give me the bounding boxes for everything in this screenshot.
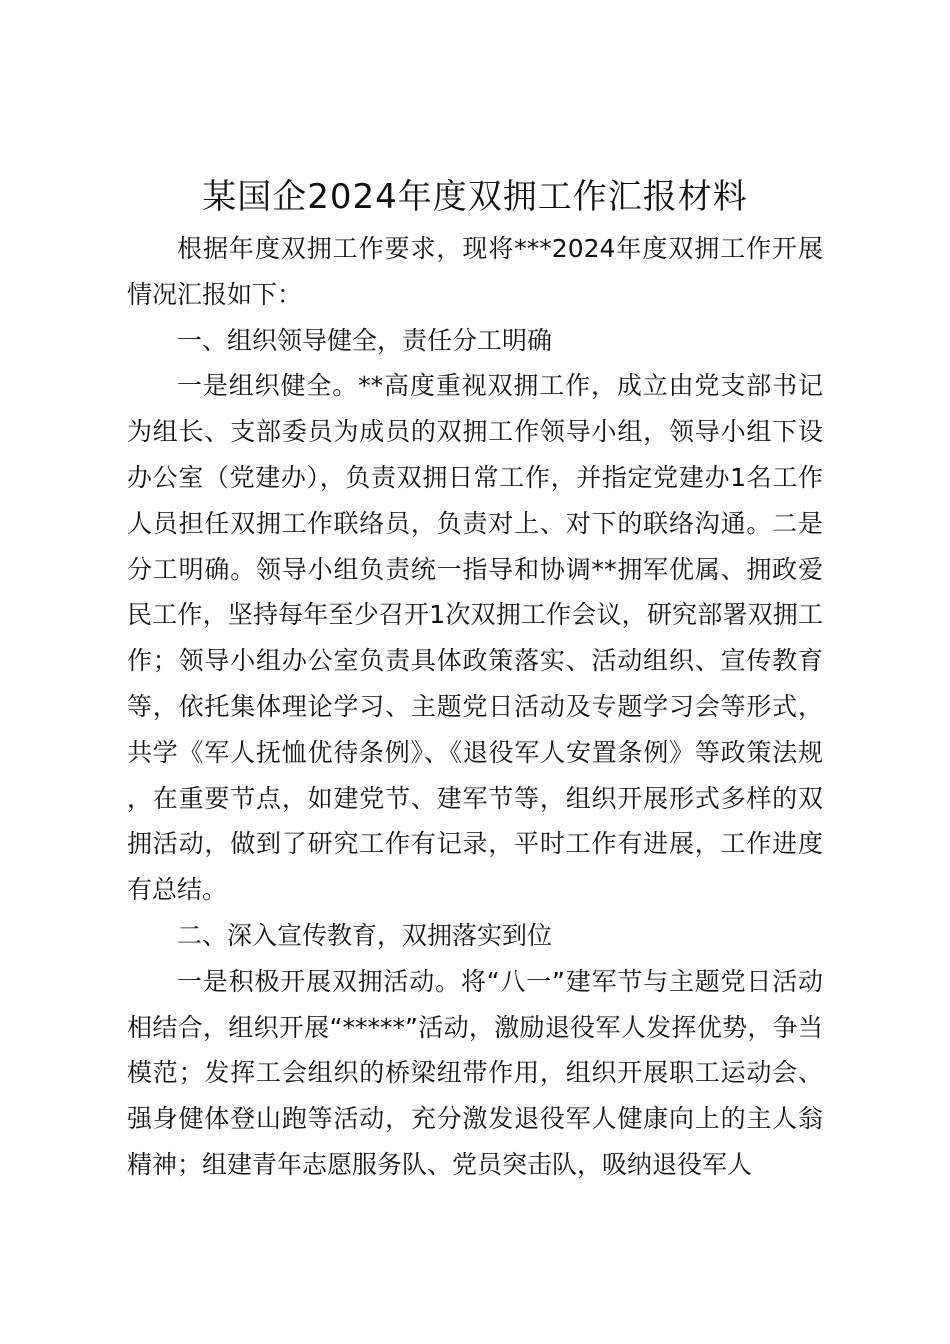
section-1-heading: 一、组织领导健全，责任分工明确 bbox=[177, 325, 553, 355]
document-title: 某国企2024年度双拥工作汇报材料 bbox=[202, 177, 748, 217]
section-2-heading: 二、深入宣传教育，双拥落实到位 bbox=[177, 920, 553, 950]
section-1-body: 一是组织健全。**高度重视双拥工作，成立由党支部书记为组长、支部委员为成员的双拥工作领导小组，领导小组下设办公室（党建办），负责双拥日常工作，并指定党建办1名工作人员担任双拥工作联络员，负责对上、对下的联络沟通。二是分工明确。领导小组负责统一指导和协调**拥军优属、拥政爱民工作，坚持每年至少召开1次双拥工作会议，研究部署双拥工作；领导小组办公室负责具体政策落实、活动组织、宣传教育等，依托集体理论学习、主题党日活动及专题学习会等形式，共学《军人抚恤优待条例》、《退役军人安置条例》等政策法规，在重要节点，如建党节、建军节等，组织开展形式多样的双拥活动，做到了研究工作有记录，平时工作有进展，工作进度有总结。 bbox=[127, 371, 823, 905]
document-body bbox=[127, 168, 823, 1188]
section-2-body: 一是积极开展双拥活动。将“八一”建军节与主题党日活动相结合，组织开展“*****”活动，激励退役军人发挥优势，争当模范；发挥工会组织的桥梁纽带作用，组织开展职工运动会、强身健体登山跑等活动，充分激发退役军人健康向上的主人翁精神；组建青年志愿服务队、党员突击队，吸纳退役军人 bbox=[127, 966, 823, 1179]
intro-paragraph: 根据年度双拥工作要求，现将***2024年度双拥工作开展情况汇报如下： bbox=[127, 234, 823, 309]
